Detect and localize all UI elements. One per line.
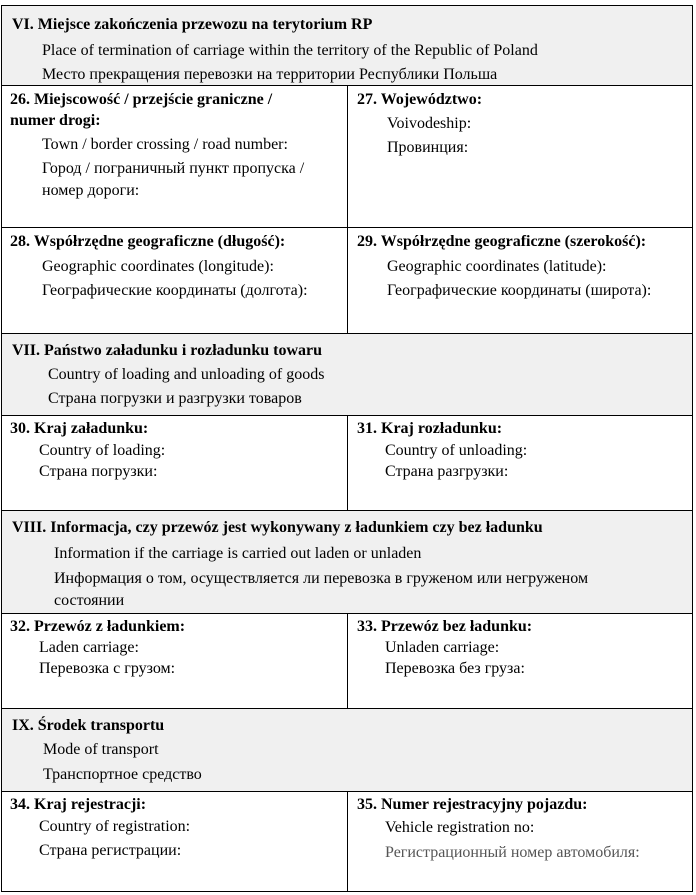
field-35-label-en: Vehicle registration no: <box>385 819 535 836</box>
field-27-title: 27. Województwo: <box>357 91 483 108</box>
section-ix-title-ru: Транспортное средство <box>43 766 202 783</box>
field-29-label-en: Geographic coordinates (latitude): <box>387 258 607 275</box>
row-28-29 <box>1 227 693 334</box>
field-34-title: 34. Kraj rejestracji: <box>10 796 147 813</box>
field-28-label-ru: Географические координаты (долгота): <box>42 282 308 299</box>
field-32-label-en: Laden carriage: <box>39 639 139 656</box>
row-26-27 <box>1 85 693 228</box>
section-vii-title-en: Country of loading and unloading of goods <box>48 366 325 383</box>
section-vii-title: VII. Państwo załadunku i rozładunku towaru <box>12 342 323 359</box>
field-31-title: 31. Kraj rozładunku: <box>357 420 503 437</box>
field-27-label-ru: Провинция: <box>387 139 469 156</box>
section-viii-title-en: Information if the carriage is carried out laden or unladen <box>54 545 422 562</box>
section-ix-header <box>1 708 693 792</box>
field-32-laden-carriage[interactable] <box>2 614 348 708</box>
field-35-label-ru: Регистрационный номер автомобиля: <box>385 844 640 861</box>
field-28-label-en: Geographic coordinates (longitude): <box>42 258 274 275</box>
field-31-label-ru: Страна разгрузки: <box>385 463 509 480</box>
field-26-title-line2: numer drogi: <box>10 112 101 129</box>
field-29-latitude[interactable] <box>348 228 692 333</box>
row-30-31 <box>1 415 693 511</box>
field-30-label-en: Country of loading: <box>39 442 166 459</box>
field-35-title: 35. Numer rejestracyjny pojazdu: <box>357 796 588 813</box>
section-ix-title: IX. Środek transportu <box>12 717 165 734</box>
field-33-label-ru: Перевозка без груза: <box>385 660 525 677</box>
section-viii-title-ru-line1: Информация о том, осуществляется ли перевозка в груженом или негруженом <box>54 570 589 587</box>
section-viii-title-ru-line2: состоянии <box>54 592 125 609</box>
field-35-vehicle-registration-no[interactable] <box>348 792 692 891</box>
field-30-title: 30. Kraj załadunku: <box>10 420 149 437</box>
row-32-33 <box>1 613 693 709</box>
section-ix-title-en: Mode of transport <box>43 741 159 758</box>
field-33-title: 33. Przewóz bez ładunku: <box>357 618 533 635</box>
section-vi-title-en: Place of termination of carriage within the territory of the Republic of Poland <box>42 42 538 59</box>
section-vi-title: VI. Miejsce zakończenia przewozu na terytorium RP <box>12 16 373 33</box>
field-28-longitude[interactable] <box>2 228 348 333</box>
section-viii-header <box>1 510 693 614</box>
field-33-label-en: Unladen carriage: <box>385 639 500 656</box>
field-26-label-ru-line2: номер дороги: <box>42 182 140 199</box>
field-33-unladen-carriage[interactable] <box>348 614 692 708</box>
section-vii-header <box>1 333 693 416</box>
field-27-label-en: Voivodeship: <box>387 115 472 132</box>
section-vi-title-ru: Место прекращения перевозки на территории Республики Польша <box>42 66 498 83</box>
field-28-title: 28. Współrzędne geograficzne (długość): <box>10 233 286 250</box>
field-32-title: 32. Przewóz z ładunkiem: <box>10 618 186 635</box>
field-32-label-ru: Перевозка с грузом: <box>39 660 176 677</box>
field-30-label-ru: Страна погрузки: <box>39 463 158 480</box>
section-viii-title: VIII. Informacja, czy przewóz jest wykonywany z ładunkiem czy bez ładunku <box>12 519 543 536</box>
field-30-country-of-loading[interactable] <box>2 416 348 510</box>
field-26-town-border-crossing[interactable] <box>2 86 348 227</box>
field-29-label-ru: Географические координаты (широта): <box>387 282 652 299</box>
field-26-title-line1: 26. Miejscowość / przejście graniczne / <box>10 91 273 108</box>
field-26-label-ru-line1: Город / пограничный пункт пропуска / <box>42 160 305 177</box>
field-34-country-of-registration[interactable] <box>2 792 348 891</box>
section-vi-header <box>1 5 693 86</box>
field-27-voivodeship[interactable] <box>348 86 692 227</box>
field-34-label-en: Country of registration: <box>39 818 191 835</box>
field-31-country-of-unloading[interactable] <box>348 416 692 510</box>
field-29-title: 29. Współrzędne geograficzne (szerokość): <box>357 233 647 250</box>
field-34-label-ru: Страна регистрации: <box>39 842 182 859</box>
row-34-35 <box>1 791 693 892</box>
section-vii-title-ru: Страна погрузки и разгрузки товаров <box>48 390 302 407</box>
field-26-label-en: Town / border crossing / road number: <box>42 136 288 153</box>
field-31-label-en: Country of unloading: <box>385 442 528 459</box>
